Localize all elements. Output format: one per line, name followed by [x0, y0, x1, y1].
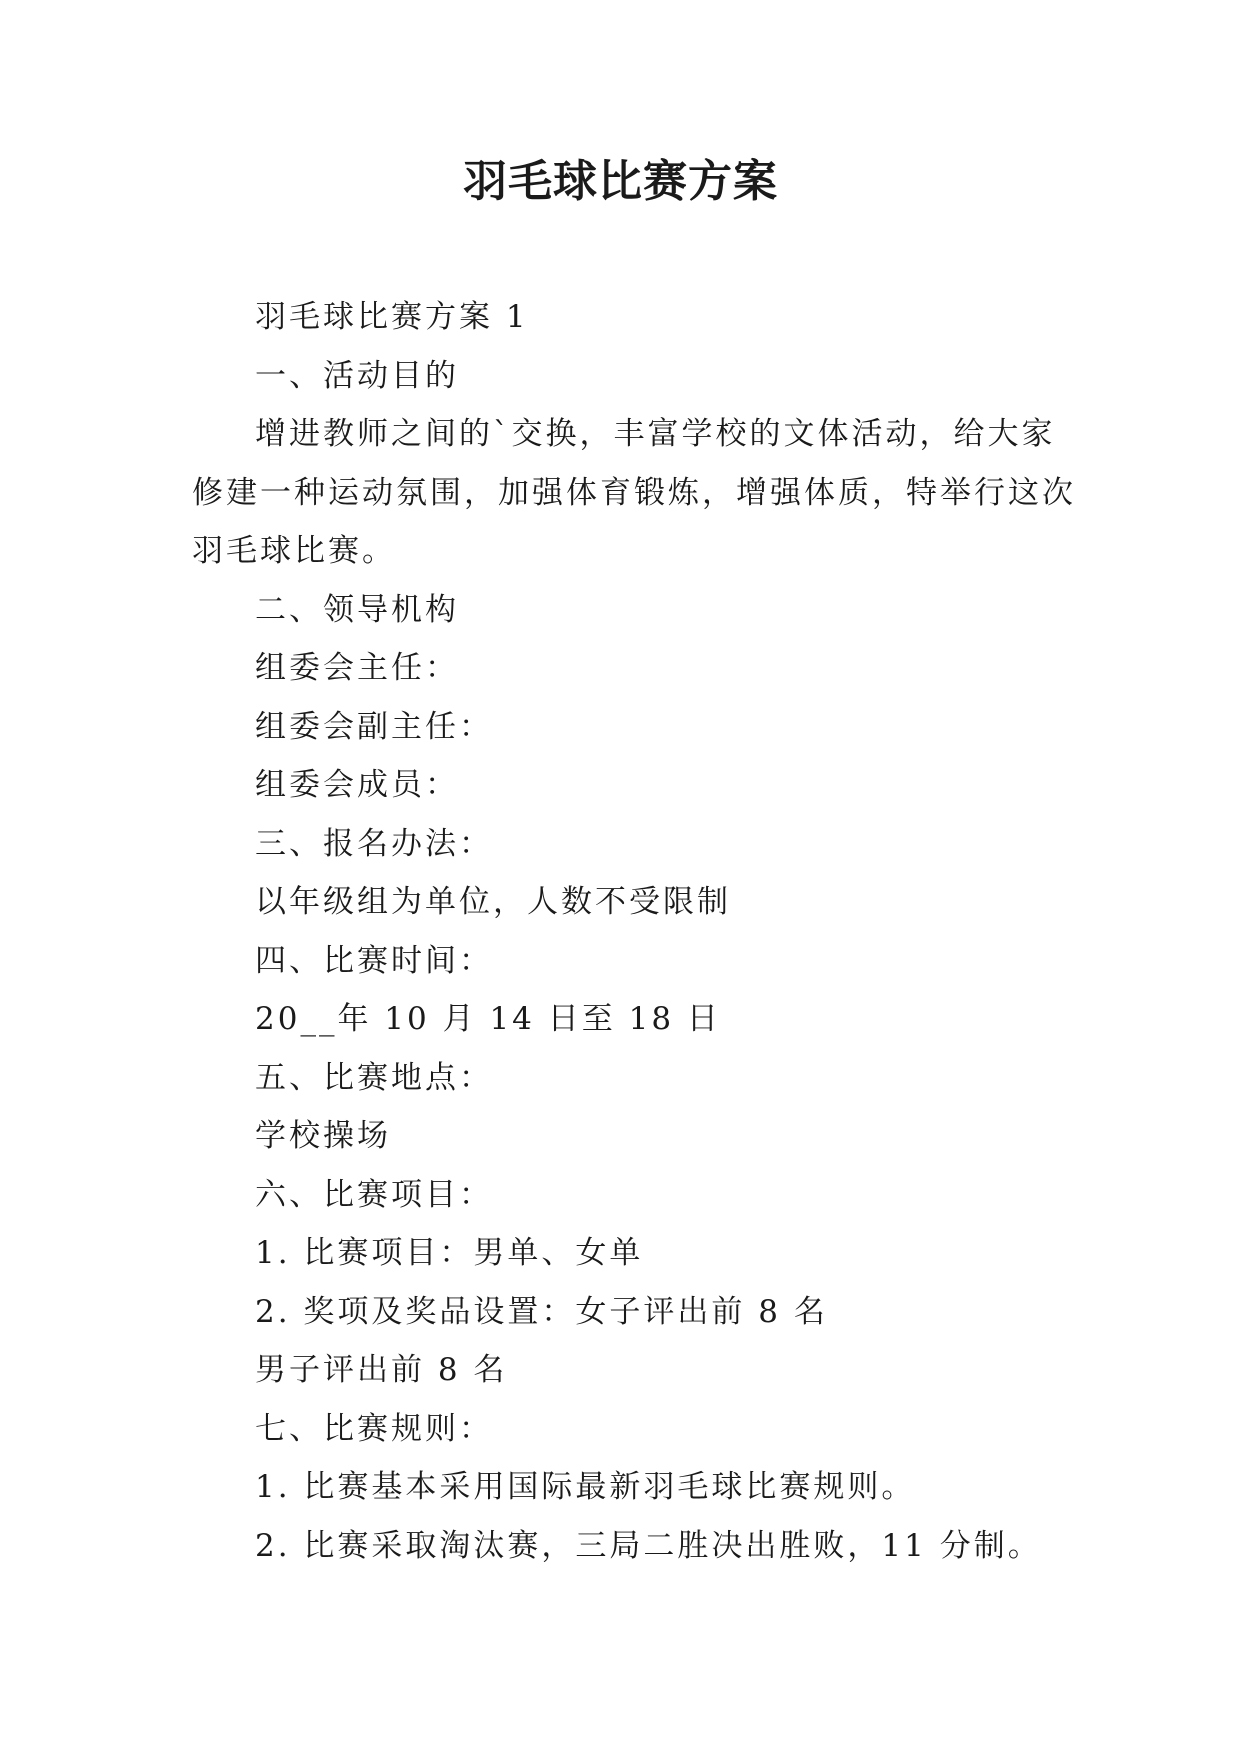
document-title: 羽毛球比赛方案	[463, 156, 778, 207]
section-heading: 五、比赛地点：	[255, 1059, 493, 1096]
section-heading: 羽毛球比赛方案 1	[255, 299, 529, 335]
list-item: 1. 比赛项目：男单、女单	[255, 1235, 644, 1271]
paragraph-line: 男子评出前 8 名	[255, 1352, 508, 1388]
section-heading: 六、比赛项目：	[255, 1176, 493, 1213]
section-heading: 三、报名办法：	[255, 825, 493, 862]
paragraph-line: 组委会主任：	[255, 650, 459, 686]
paragraph-line: 增进教师之间的`交换，丰富学校的文体活动，给大家	[255, 416, 1056, 452]
paragraph-line: 修建一种运动氛围，加强体育锻炼，增强体质，特举行这次	[192, 474, 1076, 511]
section-heading: 二、领导机构	[255, 591, 459, 628]
paragraph-line: 组委会成员：	[255, 767, 459, 803]
list-item: 2. 奖项及奖品设置：女子评出前 8 名	[255, 1293, 828, 1330]
section-heading: 四、比赛时间：	[255, 942, 493, 979]
list-item: 1. 比赛基本采用国际最新羽毛球比赛规则。	[255, 1469, 916, 1505]
section-heading: 一、活动目的	[255, 357, 459, 394]
paragraph-line: 学校操场	[255, 1118, 391, 1154]
document-body	[192, 288, 1076, 1575]
paragraph-line: 羽毛球比赛。	[192, 533, 396, 569]
section-heading: 七、比赛规则：	[255, 1410, 493, 1447]
list-item: 2. 比赛采取淘汰赛，三局二胜决出胜败，11 分制。	[255, 1527, 1042, 1564]
paragraph-line: 组委会副主任：	[255, 708, 493, 745]
paragraph-line: 20__年 10 月 14 日至 18 日	[255, 1001, 721, 1037]
paragraph-line: 以年级组为单位，人数不受限制	[255, 884, 731, 920]
